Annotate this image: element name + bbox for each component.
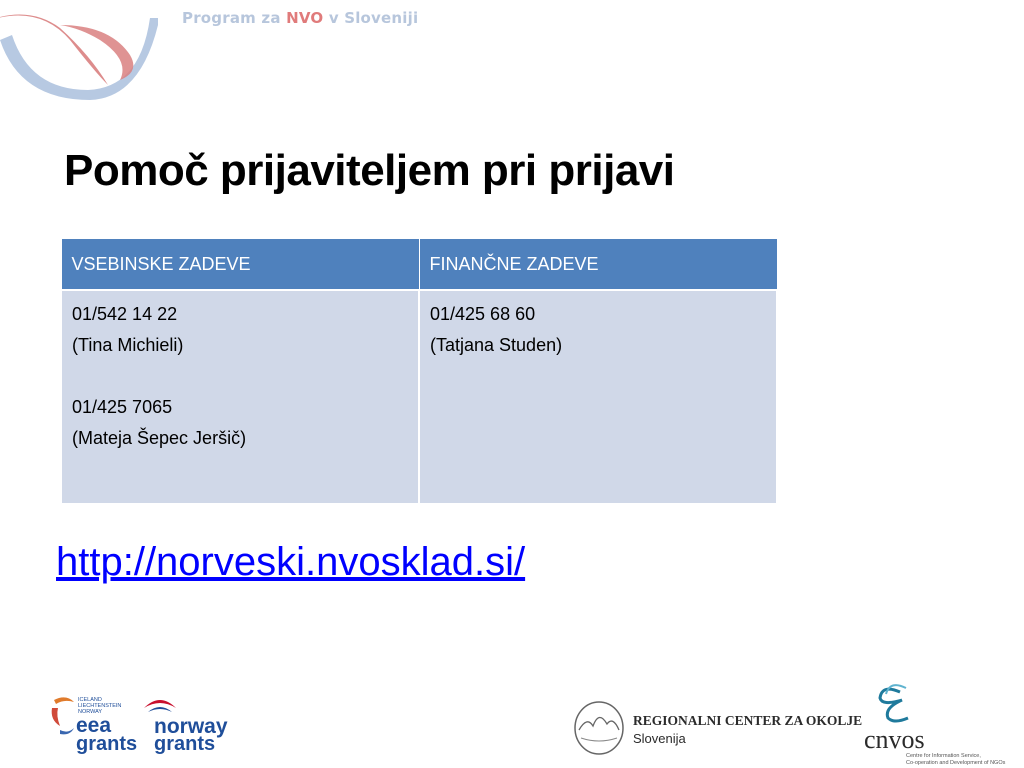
rec-title: REGIONALNI CENTER ZA OKOLJE [633,713,863,728]
cnvos-name: cnvos [864,725,925,754]
cell-vsebinske [61,290,419,504]
svg-text:NORWAY: NORWAY [78,709,103,715]
eea-grants-text: grants [76,733,138,755]
program-header [182,9,418,27]
contact-phone: 01/425 7065 [72,397,173,417]
cnvos-line2: Co-operation and Development of NGOs [906,760,1006,766]
program-header-suffix: v Sloveniji [328,9,419,27]
cnvos-wave-icon [880,689,908,721]
contact-name: (Tatjana Studen) [430,335,563,355]
eea-norway-grants-logo [48,690,238,756]
cnvos-logo [862,678,1024,768]
website-link[interactable]: http://norveski.nvosklad.si/ [56,540,526,584]
table-header-row [61,239,777,291]
rec-emblem-icon [575,702,623,754]
slide-title: Pomoč prijaviteljem pri prijavi [64,146,675,195]
header-vsebinske: VSEBINSKE ZADEVE [61,239,419,291]
contact-table [60,238,778,505]
contact-name: (Mateja Šepec Jeršič) [72,428,247,448]
eea-ribbon-icon [54,697,74,704]
norway-text: norway [154,715,228,738]
contact-name: (Tina Michieli) [72,335,184,355]
norway-ribbon-icon [144,700,176,708]
svg-text:LIECHTENSTEIN: LIECHTENSTEIN [78,703,122,709]
cell-financne [419,290,777,504]
eea-text: eea [76,714,112,737]
table-row [61,290,777,504]
rec-logo [573,698,863,758]
norway-grants-logo [144,700,228,755]
cnvos-line1: Centre for Information Service, [906,753,981,759]
eea-grants-logo [52,697,137,755]
contact-phone: 01/542 14 22 [72,304,178,324]
program-header-highlight: NVO [286,9,324,27]
rec-subtitle: Slovenija [633,731,686,746]
eea-small-text: ICELAND [78,697,102,703]
contact-phone: 01/425 68 60 [430,304,536,324]
program-header-prefix: Program za [182,9,281,27]
norway-grants-text: grants [154,733,216,755]
decorative-arcs [0,0,170,105]
header-financne: FINANČNE ZADEVE [419,239,777,291]
